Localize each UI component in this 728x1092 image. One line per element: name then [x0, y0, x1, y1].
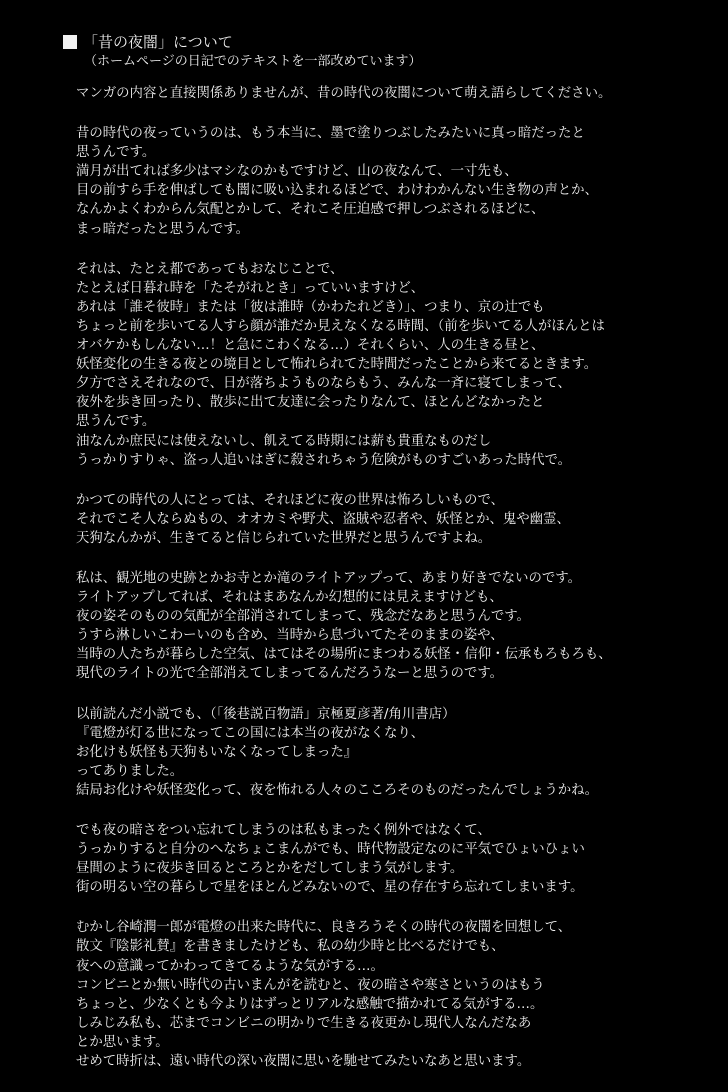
text-line: うすら淋しいこわーいのも含め、当時から息づいてたそのままの姿や、	[76, 628, 504, 644]
text-line: 散文『陰影礼賛』を書きましたけども、私の幼少時と比べるだけでも、	[76, 939, 505, 955]
text-line: お化けも妖怪も天狗もいなくなってしまった』	[76, 744, 358, 760]
text-line: しみじみ私も、芯までコンビニの明かりで生きる夜更かし現代人なんだなあ	[76, 1015, 532, 1031]
text-line: 街の明るい空の暮らしで星をほとんどみないので、星の存在すら忘れてしまいます。	[76, 880, 584, 896]
text-line: ちょっと前を歩いてる人すら顔が誰だか見えなくなる時間、（前を歩いてる人がほんとは	[76, 318, 605, 334]
paragraph	[76, 705, 716, 800]
text-line: 思うんです。	[76, 145, 156, 161]
paragraph	[76, 124, 716, 239]
paragraph	[76, 84, 716, 103]
text-line: 私は、観光地の史跡とかお寺とか滝のライトアップって、あまり好きでないのです。	[76, 570, 581, 586]
text-line: なんかよくわからん気配とかして、それこそ圧迫感で押しつぶされるほどに、	[76, 202, 545, 218]
text-line: 昔の時代の夜っていうのは、もう本当に、墨で塗りつぶしたみたいに真っ暗だったと	[76, 126, 585, 142]
text-line: うっかりすりゃ、盗っ人追いはぎに殺されちゃう危険がものすごいあった時代で。	[76, 452, 572, 468]
text-line: 天狗なんかが、生きてると信じられていた世界だと思うんですよね。	[76, 530, 492, 546]
text-line: とか思います。	[76, 1034, 169, 1050]
page-title: 「昔の夜闇」について	[83, 33, 233, 51]
text-line: むかし谷崎潤一郎が電燈の出来た時代に、良きろうそくの時代の夜闇を回想して、	[76, 920, 572, 936]
subtitle: （ホームページの日記でのテキストを一部改めています）	[84, 54, 422, 69]
text-line: コンビニとか無い時代の古いまんがを読むと、夜の暗さや寒さというのはもう	[76, 977, 545, 993]
text-line: ってありました。	[76, 763, 184, 779]
text-line: かつての時代の人にとっては、それほどに夜の世界は怖ろしいもので、	[76, 492, 504, 508]
text-line: マンガの内容と直接関係ありませんが、昔の時代の夜闇について萌え語らしてください。	[76, 86, 612, 101]
text-line: ライトアップしてれば、それはまあなんか幻想的には見えますけども、	[76, 590, 503, 606]
text-line: うっかりすると自分のへなちょこまんがでも、時代物設定なのに平気でひょいひょい	[76, 842, 585, 858]
title-row	[63, 33, 233, 51]
text-line: たとえば日暮れ時を「たそがれとき」っていいますけど、	[76, 280, 425, 296]
text-line: 『電燈が灯る世になってこの国には本当の夜がなくなり、	[76, 725, 425, 741]
text-line: ちょっと、少なくとも今よりはずっとリアルな感触で描かれてる気がする…。	[76, 996, 544, 1012]
text-line: 現代のライトの光で全部消えてしまってるんだろうなーと思うのです。	[76, 666, 504, 682]
text-line: 昼間のように夜歩き回るところとかをだしてしまう気がします。	[76, 861, 464, 877]
paragraph	[76, 260, 716, 470]
text-line: 油なんか庶民には使えないし、飢えてる時期には薪も貴重なものだし	[76, 433, 492, 449]
paragraph	[76, 491, 716, 548]
text-line: 当時の人たちが暮らした空気、はてはその場所にまつわる妖怪・信仰・伝承もろもろも、	[76, 647, 612, 663]
text-line: 夕方でさえそれなので、日が落ちようものならもう、みんな一斉に寝てしまって、	[76, 376, 571, 392]
text-line: せめて時折は、遠い時代の深い夜闇に思いを馳せてみたいなあと思います。	[76, 1054, 531, 1070]
paragraph	[76, 821, 716, 897]
text-line: 目の前すら手を伸ばしても闇に吸い込まれるほどで、わけわかんない生き物の声とか、	[76, 183, 598, 199]
text-line: オバケかもしんない…！と急にこわくなる…）それくらい、人の生きる昼と、	[76, 338, 545, 354]
text-line: 満月が出てれば多少はマシなのかもですけど、山の夜なんて、一寸先も、	[76, 164, 518, 180]
square-icon	[63, 35, 77, 49]
text-line: 結局お化けや妖怪変化って、夜を怖れる人々のこころそのものだったんでしょうかね。	[76, 782, 598, 798]
text-line: それは、たとえ都であってもおなじことで、	[76, 261, 344, 277]
text-line: 思うんです。	[76, 414, 156, 430]
text-line: 夜への意識ってかわってきてるような気がする…。	[76, 958, 384, 974]
text-line: あれは「誰そ彼時」または「彼は誰時（かわたれどき）」、つまり、京の辻でも	[76, 299, 545, 315]
essay-body	[76, 84, 716, 1092]
text-line: 夜の姿そのものの気配が全部消されてしまって、残念だなあと思うんです。	[76, 609, 530, 625]
text-line: それでこそ人ならぬもの、オオカミや野犬、盗賊や忍者や、妖怪とか、鬼や幽霊、	[76, 511, 570, 527]
text-line: でも夜の暗さをつい忘れてしまうのは私もまったく例外ではなくて、	[76, 823, 491, 838]
text-line: 以前読んだ小説でも、（「後巷説百物語」京極夏彦著/角川書店）	[76, 706, 456, 722]
text-line: まっ暗だったと思うんです。	[76, 221, 250, 237]
paragraph	[76, 569, 716, 684]
paragraph	[76, 918, 716, 1071]
text-line: 夜外を歩き回ったり、散歩に出て友達に会ったりなんて、ほとんどなかったと	[76, 395, 545, 411]
text-line: 妖怪変化の生きる夜との境目として怖れられてた時間だったことから来てるときます。	[76, 357, 598, 373]
